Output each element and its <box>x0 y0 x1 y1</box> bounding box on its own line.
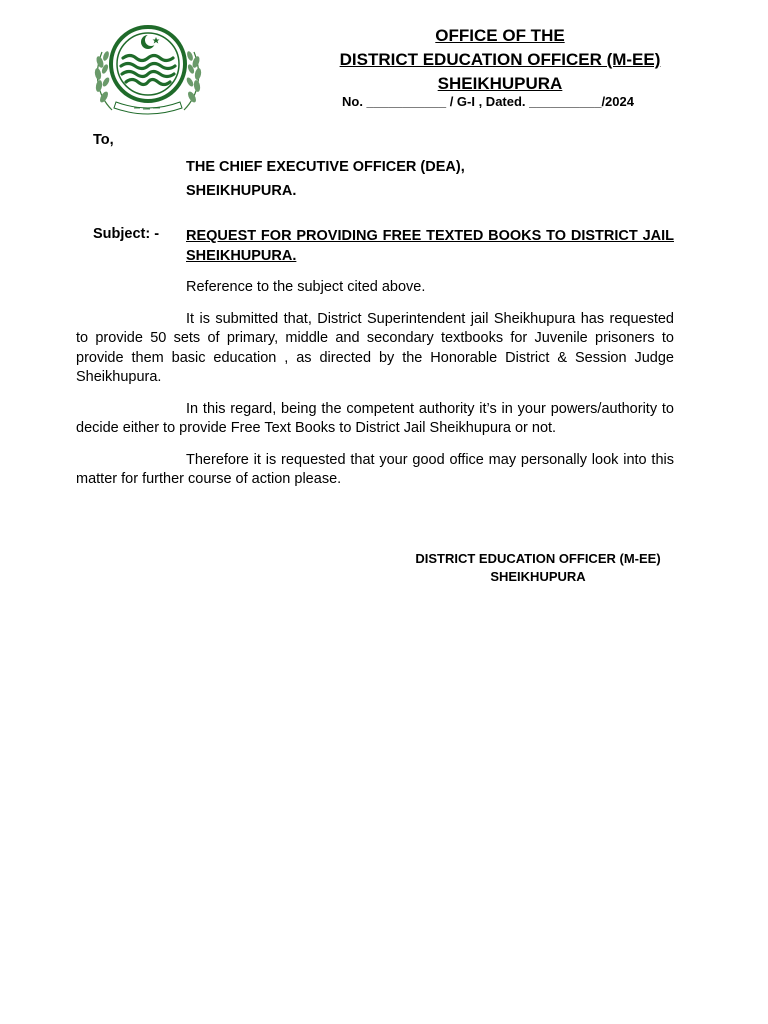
office-title-line2: DISTRICT EDUCATION OFFICER (M-EE) <box>339 50 661 69</box>
addressee-block <box>186 155 465 203</box>
signatory-city: SHEIKHUPURA <box>490 569 586 584</box>
paragraph-authority: In this regard, being the competent authority it’s in your powers/authority to decide either to provide Free Text Books to District Jail Sheikhupura or not. <box>76 400 674 436</box>
addressee-city: SHEIKHUPURA. <box>186 183 297 199</box>
paragraph-reference: Reference to the subject cited above. <box>186 279 426 295</box>
paragraph-closing: Therefore it is requested that your good office may personally look into this matter for further course of action please. <box>76 451 674 487</box>
subject-label: Subject: - <box>93 226 160 242</box>
paragraph-request: It is submitted that, District Superintendent jail Sheikhupura has requested to provide 50 sets of primary, middle and secondary textbooks for Juvenile prisoners to provide them basic education , as directed by the Honorable District & Session Judge Sheikhupura. <box>76 310 674 385</box>
government-emblem-logo <box>90 22 206 118</box>
addressee-name: THE CHIEF EXECUTIVE OFFICER (DEA), <box>186 159 465 175</box>
signatory-title: DISTRICT EDUCATION OFFICER (M-EE) <box>415 551 661 566</box>
reference-number: No. ___________ / G-I , Dated. __________/2024 <box>342 94 634 109</box>
signature-block <box>400 550 676 586</box>
office-title-line3: SHEIKHUPURA <box>437 74 563 93</box>
office-title-line1: OFFICE OF THE <box>435 26 565 45</box>
punjab-emblem-icon <box>90 22 206 118</box>
letterhead <box>330 24 670 109</box>
subject-text: REQUEST FOR PROVIDING FREE TEXTED BOOKS TO DISTRICT JAIL SHEIKHUPURA. <box>186 228 674 264</box>
letter-body <box>76 278 674 502</box>
to-label: To, <box>93 132 114 148</box>
